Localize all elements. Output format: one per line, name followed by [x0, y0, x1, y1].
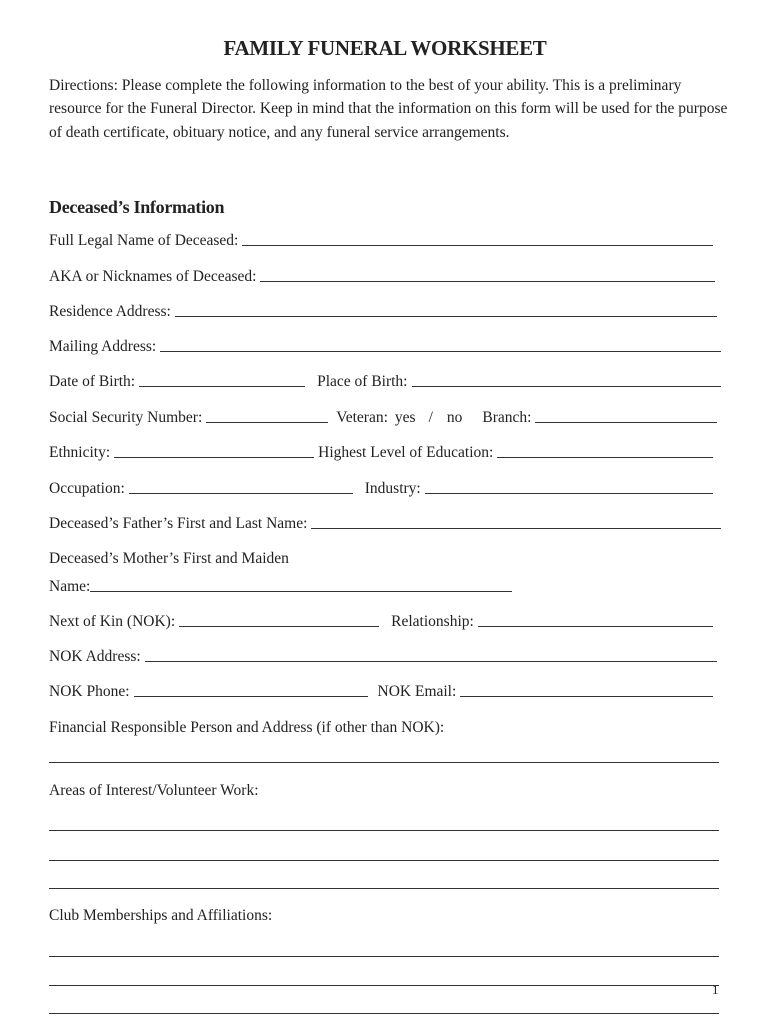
industry-field[interactable] — [425, 493, 713, 494]
veteran-label: Veteran: — [336, 409, 388, 426]
field-row-mother-name-line1 — [49, 546, 721, 568]
field-row-full-legal-name — [49, 228, 721, 250]
aka-label: AKA or Nicknames of Deceased: — [49, 268, 257, 285]
full-legal-name-field[interactable] — [242, 245, 713, 246]
residence-address-field[interactable] — [175, 316, 717, 317]
field-row-aka — [49, 264, 721, 286]
field-row-financial-responsible — [49, 715, 721, 737]
nok-address-field[interactable] — [145, 661, 717, 662]
field-row-nok-contact — [49, 679, 721, 701]
veteran-yes-option[interactable]: yes — [394, 409, 416, 426]
mother-name-field[interactable] — [90, 591, 512, 592]
interests-field-line-1[interactable] — [49, 830, 719, 831]
mother-name-label-continued: Name: — [49, 578, 91, 595]
field-row-ssn-veteran — [49, 405, 721, 427]
occupation-label: Occupation: — [49, 480, 125, 497]
relationship-field[interactable] — [478, 626, 713, 627]
education-field[interactable] — [497, 457, 713, 458]
field-row-ethnicity-education — [49, 440, 721, 462]
directions-text: Directions: Please complete the following information to the best of your ability. This is a preliminary resource for the Funeral Director. Keep in mind that the information on this form will be used for the purpose of death certificate, obituary notice, and any funeral service arrangements. — [49, 77, 728, 141]
date-of-birth-label: Date of Birth: — [49, 373, 136, 390]
field-row-occupation-industry — [49, 476, 721, 498]
nok-phone-label: NOK Phone: — [49, 683, 130, 700]
field-row-father-name — [49, 511, 721, 533]
ethnicity-label: Ethnicity: — [49, 444, 111, 461]
clubs-label: Club Memberships and Affiliations: — [49, 907, 273, 924]
nok-email-field[interactable] — [460, 696, 713, 697]
occupation-field[interactable] — [129, 493, 353, 494]
branch-label: Branch: — [482, 409, 532, 426]
interests-field-line-2[interactable] — [49, 860, 719, 861]
page-title: FAMILY FUNERAL WORKSHEET — [223, 36, 547, 60]
father-name-field[interactable] — [311, 528, 721, 529]
field-row-clubs — [49, 903, 721, 925]
financial-responsible-label: Financial Responsible Person and Address (if other than NOK): — [49, 719, 445, 736]
veteran-no-option[interactable]: no — [446, 409, 463, 426]
interests-label: Areas of Interest/Volunteer Work: — [49, 782, 259, 799]
ssn-label: Social Security Number: — [49, 409, 203, 426]
place-of-birth-label: Place of Birth: — [317, 373, 408, 390]
interests-field-line-3[interactable] — [49, 888, 719, 889]
field-row-mailing-address — [49, 334, 721, 356]
mailing-address-label: Mailing Address: — [49, 338, 157, 355]
place-of-birth-field[interactable] — [412, 386, 722, 387]
nok-email-label: NOK Email: — [377, 683, 457, 700]
education-label: Highest Level of Education: — [318, 444, 494, 461]
ethnicity-field[interactable] — [114, 457, 314, 458]
section-title-deceased-information: Deceased’s Information — [49, 197, 225, 217]
nok-phone-field[interactable] — [134, 696, 368, 697]
branch-field[interactable] — [535, 422, 717, 423]
next-of-kin-field[interactable] — [179, 626, 379, 627]
field-row-next-of-kin — [49, 609, 721, 631]
veteran-slash: / — [428, 409, 433, 426]
field-row-interests — [49, 778, 721, 800]
clubs-field-line-2[interactable] — [49, 985, 719, 986]
father-name-label: Deceased’s Father’s First and Last Name: — [49, 515, 308, 532]
next-of-kin-label: Next of Kin (NOK): — [49, 613, 176, 630]
field-row-nok-address — [49, 644, 721, 666]
aka-field[interactable] — [260, 281, 715, 282]
mailing-address-field[interactable] — [160, 351, 721, 352]
nok-address-label: NOK Address: — [49, 648, 141, 665]
clubs-field-line-1[interactable] — [49, 956, 719, 957]
field-row-mother-name-line2 — [49, 574, 721, 596]
financial-responsible-field[interactable] — [49, 762, 719, 763]
residence-address-label: Residence Address: — [49, 303, 171, 320]
relationship-label: Relationship: — [391, 613, 474, 630]
field-row-residence-address — [49, 299, 721, 321]
date-of-birth-field[interactable] — [139, 386, 305, 387]
page-number: 1 — [712, 982, 719, 997]
mother-name-label: Deceased’s Mother’s First and Maiden — [49, 550, 289, 567]
field-row-birth — [49, 369, 721, 391]
ssn-field[interactable] — [206, 422, 328, 423]
industry-label: Industry: — [364, 480, 421, 497]
full-legal-name-label: Full Legal Name of Deceased: — [49, 232, 239, 249]
clubs-field-line-3[interactable] — [49, 1013, 719, 1014]
